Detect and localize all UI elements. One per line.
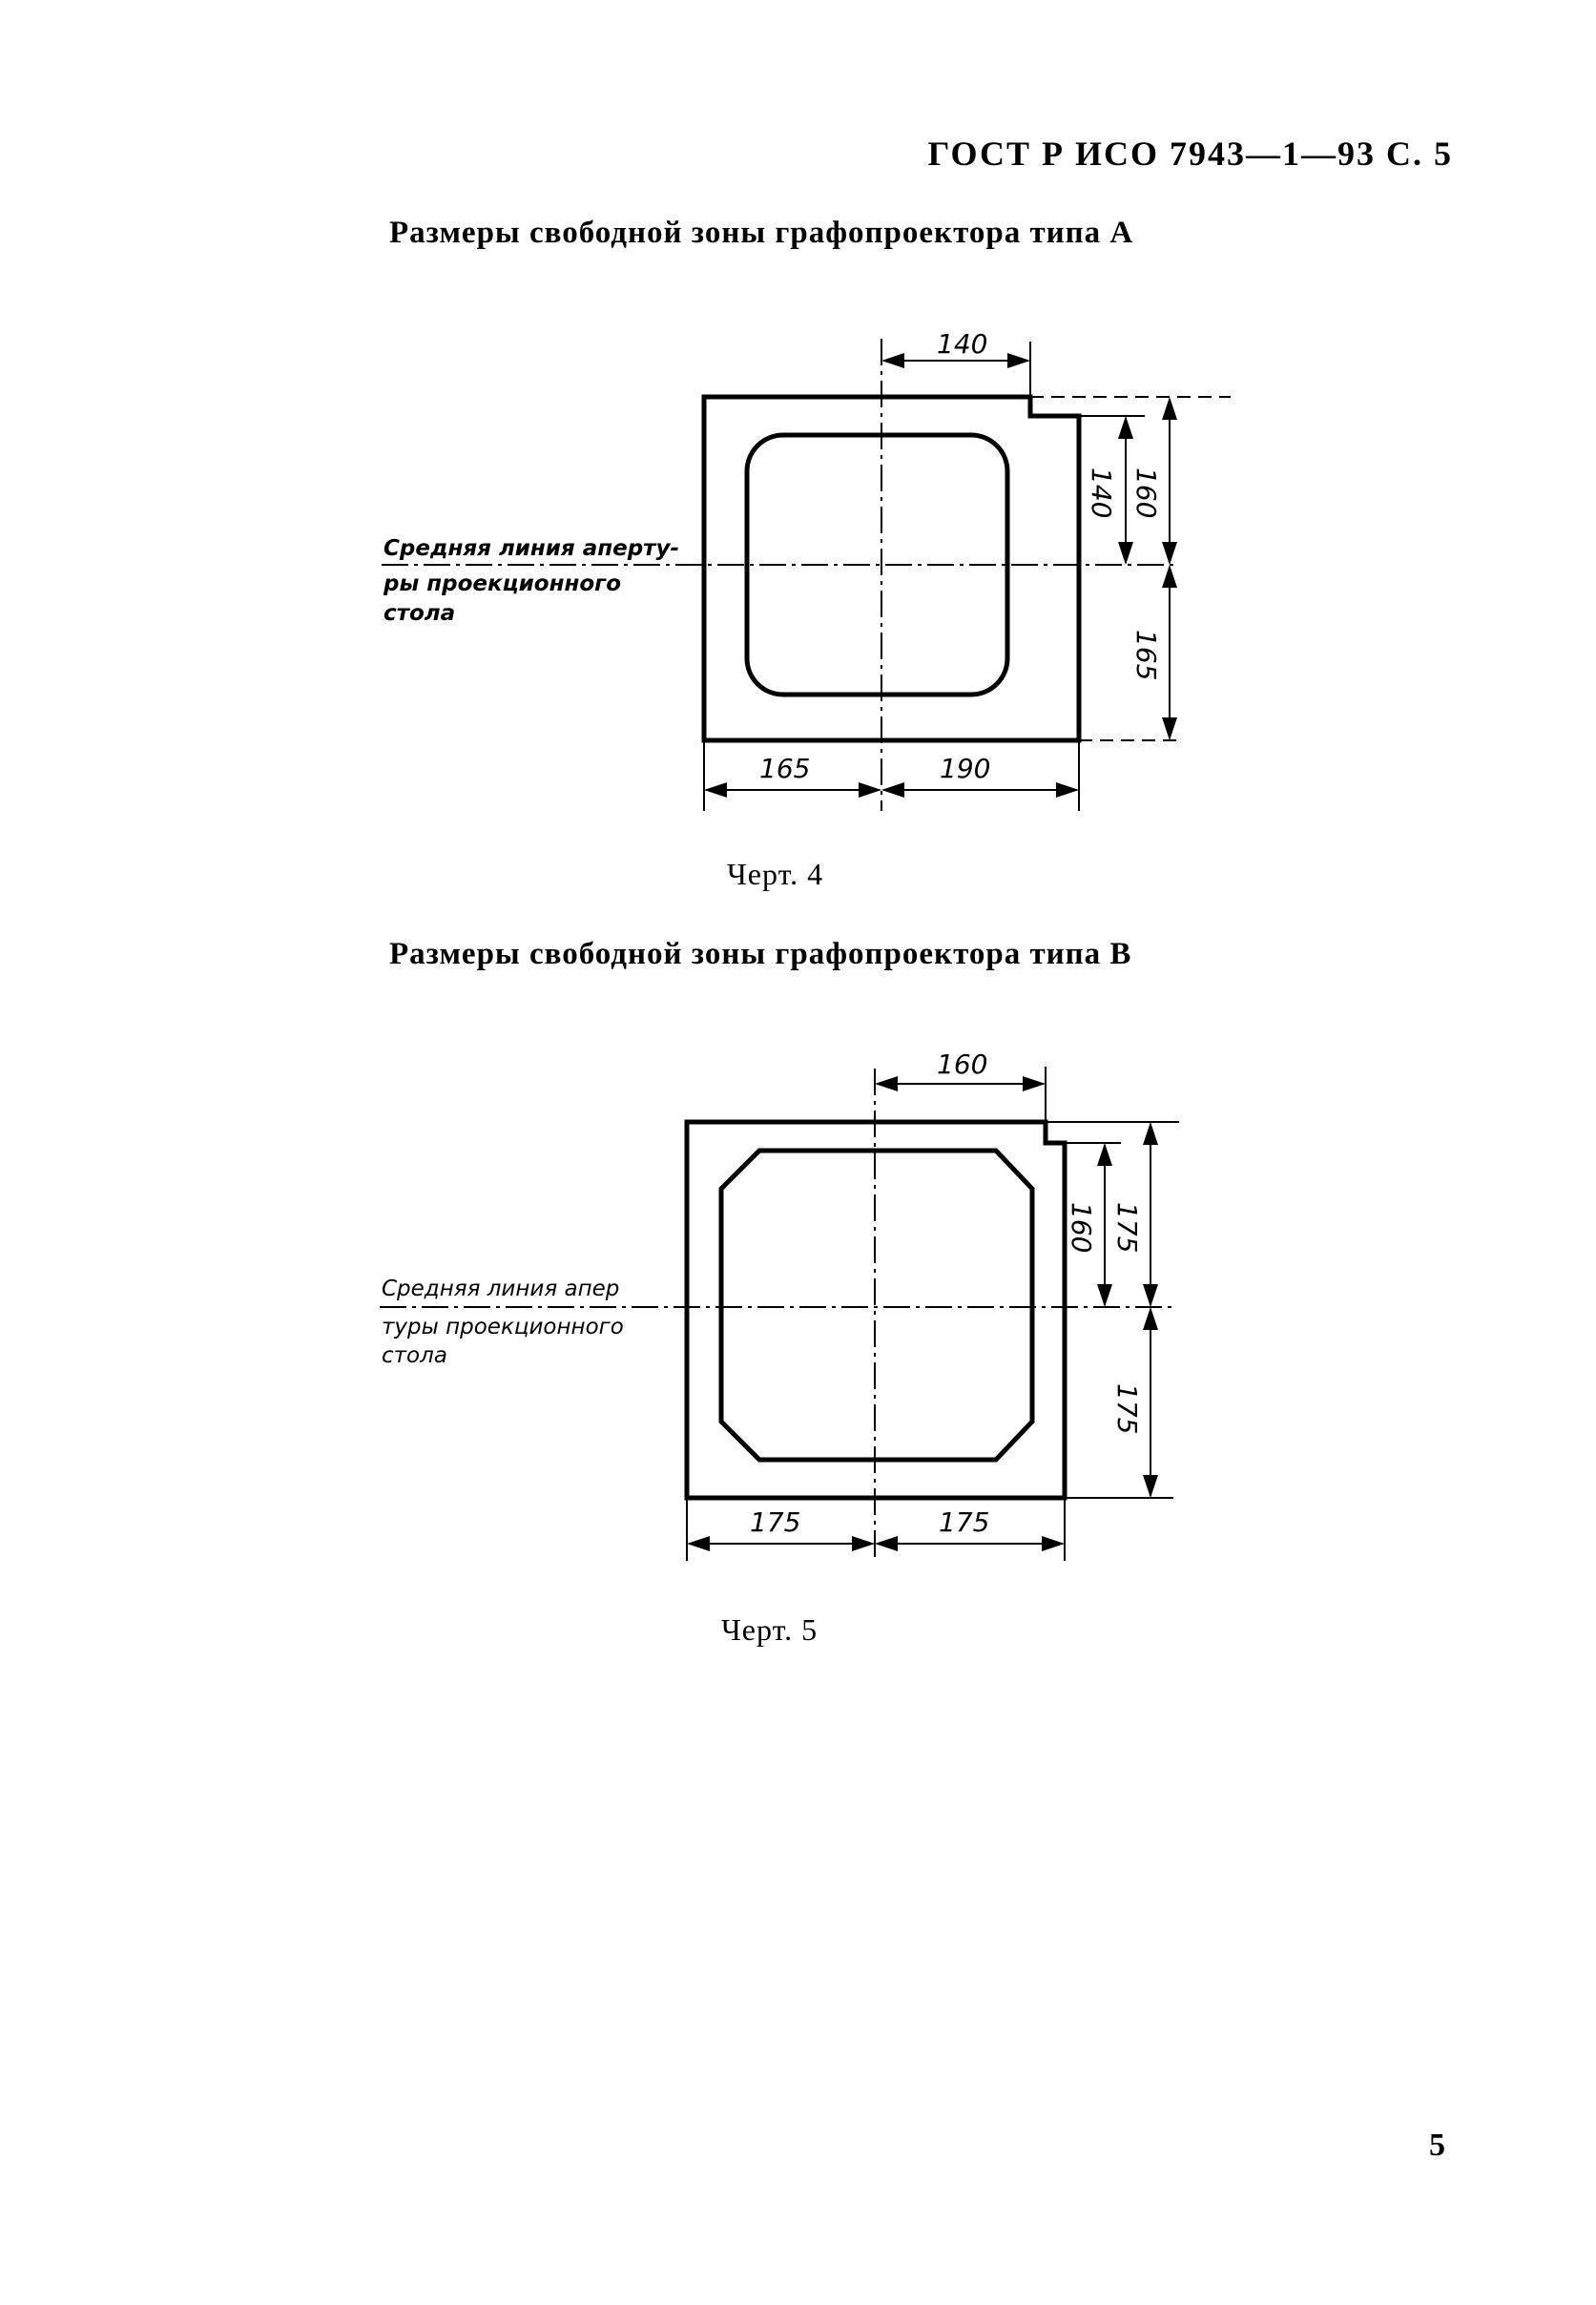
dim-bottom-right-label: 190 [940,753,991,784]
dim-top-label: 160 [937,1049,988,1080]
centerline-note-line1: Средняя линия аперту- [383,536,680,561]
dim-bottom-left-label: 165 [759,753,811,784]
aperture-outline [721,1151,1032,1460]
page-number: 5 [1429,2128,1445,2163]
figure5-drawing [0,1040,1596,1593]
dim-right-inner-label: 160 [1066,1202,1097,1254]
dim-bottom-right-label: 175 [939,1506,990,1538]
figure5-title: Размеры свободной зоны графопроектора типа В [389,937,1132,971]
dim-right-outer-label: 160 [1130,467,1162,519]
centerline-note-line3: стола [383,601,456,626]
dim-right-lower-label: 165 [1130,630,1162,681]
figure4-title: Размеры свободной зоны графопроектора типа А [389,216,1134,250]
dim-bottom-left-label: 175 [750,1506,801,1538]
dim-right-lower-label: 175 [1111,1383,1143,1435]
figure4-drawing [0,305,1596,840]
page-header: ГОСТ Р ИСО 7943—1—93 С. 5 [927,135,1453,173]
centerline-note-line2: туры проекционного [382,1315,624,1339]
centerline-note-line2: ры проекционного [383,571,622,596]
dim-top-label: 140 [937,328,988,360]
figure5-caption: Черт. 5 [721,1612,819,1647]
centerline-note-line3: стола [382,1343,447,1368]
figure4-caption: Черт. 4 [727,857,824,891]
dim-right-inner-label: 140 [1086,467,1117,519]
dim-right-outer-label: 175 [1111,1202,1143,1254]
centerline-note-line1: Средняя линия апер [382,1277,620,1301]
